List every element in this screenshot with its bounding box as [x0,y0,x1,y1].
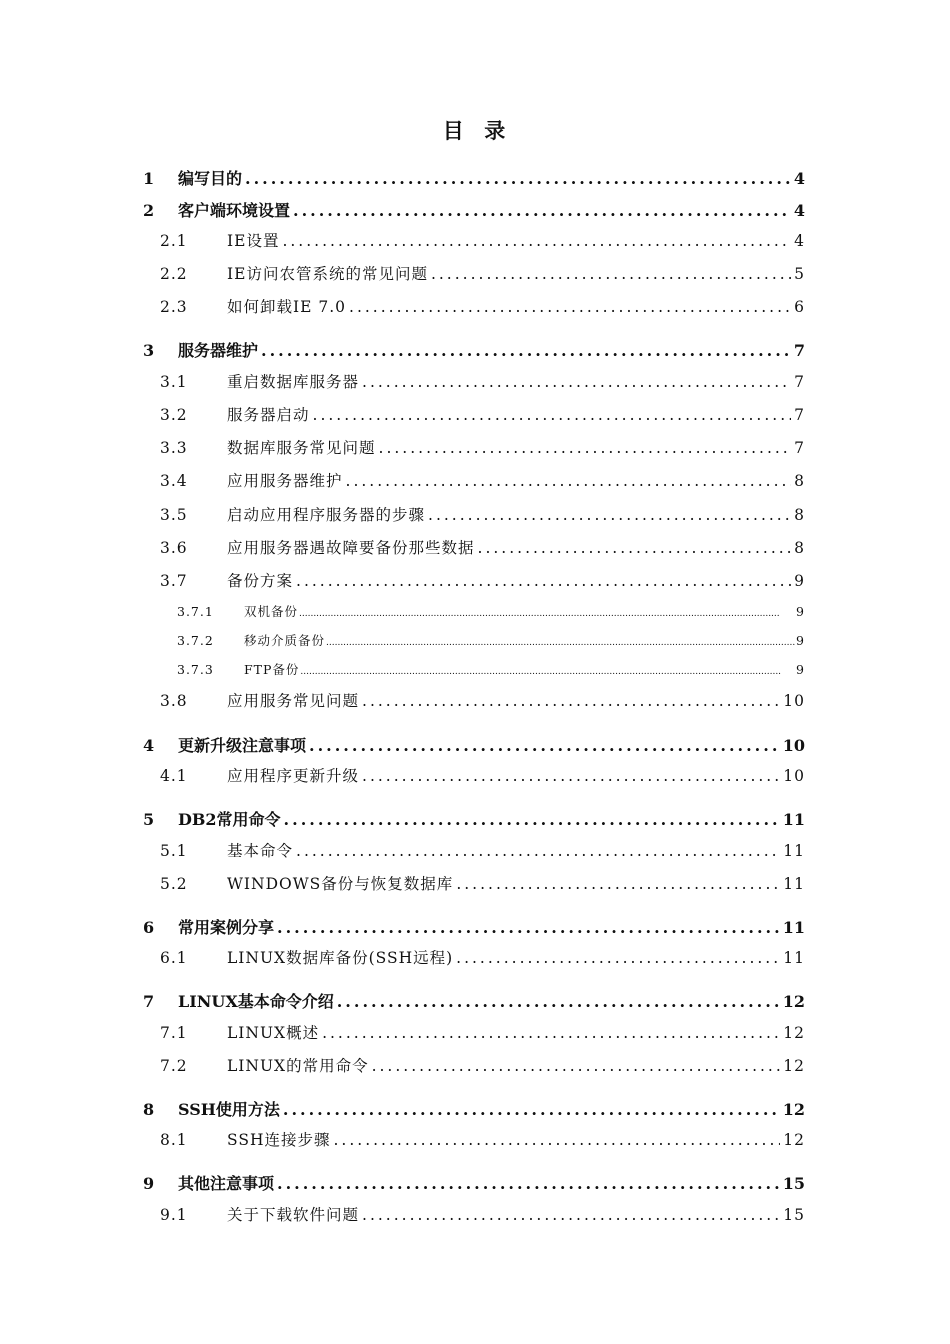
toc-leader-dots [300,667,795,677]
toc-leader-dots [379,439,792,457]
toc-entry[interactable] [160,689,805,711]
toc-entry-text: IE访问农管系统的常见问题 [227,265,428,283]
toc-entry-text: LINUX的常用命令 [227,1057,369,1075]
toc-entry-text: 启动应用程序服务器的步骤 [227,506,426,524]
toc-entry-page: 11 [783,875,805,893]
toc-entry-number: 3.3 [160,439,188,457]
toc-entry[interactable] [160,1021,805,1043]
toc-leader-dots [362,373,791,391]
toc-leader-dots [277,918,780,937]
toc-entry[interactable] [160,1203,805,1225]
toc-entry-text: 编写目的 [178,169,243,188]
toc-entry[interactable] [160,436,805,458]
toc-entry-page: 10 [783,767,805,785]
toc-entry[interactable] [143,1097,805,1120]
toc-entry-page: 7 [794,406,805,424]
toc-leader-dots [362,1206,780,1224]
toc-entry[interactable] [160,946,805,968]
toc-leader-dots [431,265,791,283]
toc-entry-number: 4.1 [160,767,188,785]
toc-entry-text: DB2常用命令 [178,810,281,829]
toc-entry-number: 7.2 [160,1057,188,1075]
toc-entry-number: 5.2 [160,875,188,893]
toc-entry-number: 2.3 [160,298,188,316]
toc-entry-text: 基本命令 [227,842,294,860]
toc-entry-page: 9 [796,633,805,648]
toc-entry-text: 应用程序更新升级 [227,767,360,785]
toc-entry[interactable] [160,1054,805,1076]
toc-entry[interactable] [143,338,805,361]
toc-entry[interactable] [177,660,805,678]
toc-entry-number: 2 [143,201,155,220]
toc-leader-dots [293,201,791,220]
toc-entry[interactable] [160,536,805,558]
toc-entry-number: 2.1 [160,232,188,250]
toc-entry-page: 9 [796,604,805,619]
toc-entry-page: 4 [793,169,805,188]
toc-entry-number: 3.6 [160,539,188,557]
toc-leader-dots [372,1057,781,1075]
toc-entry[interactable] [177,631,805,649]
toc-entry-text: 重启数据库服务器 [227,373,360,391]
toc-entry-text: 如何卸载IE 7.0 [227,298,347,316]
toc-leader-dots [362,767,780,785]
toc-entry[interactable] [160,569,805,591]
toc-entry[interactable] [160,1128,805,1150]
toc-leader-dots [322,1024,780,1042]
toc-entry-page: 12 [783,1131,805,1149]
toc-leader-dots [296,572,791,590]
toc-entry-text: LINUX基本命令介绍 [178,992,334,1011]
toc-entry-number: 7 [143,992,155,1011]
toc-entry-number: 8.1 [160,1131,188,1149]
toc-entry-page: 11 [783,949,805,967]
toc-leader-dots [428,506,791,524]
toc-entry-text: 双机备份 [244,604,299,619]
toc-entry-page: 11 [783,842,805,860]
toc-entry[interactable] [143,1171,805,1194]
toc-entry-page: 7 [793,341,805,360]
toc-entry-text: FTP备份 [244,662,300,677]
toc-entry-number: 7.1 [160,1024,188,1042]
toc-entry[interactable] [160,872,805,894]
toc-entry-text: 常用案例分享 [178,918,275,937]
toc-entry-text: 应用服务器维护 [227,472,343,490]
toc-entry[interactable] [143,989,805,1012]
toc-leader-dots [284,810,780,829]
toc-entry-text: 移动介质备份 [244,633,326,648]
toc-entry-number: 3.7.1 [177,604,214,619]
toc-entry-page: 12 [782,992,805,1011]
toc-entry-number: 3.1 [160,373,188,391]
toc-entry-number: 3.7.3 [177,662,214,677]
toc-entry-text: 其他注意事项 [178,1174,275,1193]
toc-entry-number: 2.2 [160,265,188,283]
toc-entry-text: IE设置 [227,232,280,250]
toc-entry-page: 12 [783,1057,805,1075]
toc-entry[interactable] [143,915,805,938]
toc-leader-dots [478,539,792,557]
toc-entry-page: 7 [794,373,805,391]
toc-entry-number: 9.1 [160,1206,188,1224]
toc-entry[interactable] [160,262,805,284]
toc-entry[interactable] [160,403,805,425]
toc-leader-dots [282,232,791,250]
toc-entry-number: 3.2 [160,406,188,424]
toc-entry-number: 9 [143,1174,155,1193]
toc-entry[interactable] [160,503,805,525]
toc-leader-dots [362,692,780,710]
toc-entry-number: 3.4 [160,472,188,490]
toc-leader-dots [313,406,792,424]
toc-entry[interactable] [160,469,805,491]
toc-entry-number: 3 [143,341,155,360]
toc-entry-page: 12 [783,1024,805,1042]
toc-entry-number: 6 [143,918,155,937]
toc-entry-text: 服务器启动 [227,406,310,424]
toc-entry-number: 4 [143,736,155,755]
toc-entry-page: 8 [794,506,805,524]
toc-entry-text: 备份方案 [227,572,294,590]
toc-entry[interactable] [160,295,805,317]
toc-entry-text: LINUX概述 [227,1024,320,1042]
toc-leader-dots [326,638,795,648]
toc-entry-page: 15 [783,1206,805,1224]
toc-entry-number: 3.7.2 [177,633,214,648]
toc-leader-dots [346,472,792,490]
toc-leader-dots [245,169,791,188]
toc-entry-text: 客户端环境设置 [178,201,291,220]
toc-entry-page: 4 [794,232,805,250]
toc-entry-page: 5 [794,265,805,283]
toc-leader-dots [349,298,791,316]
toc-entry-page: 10 [782,736,805,755]
toc-entry-number: 3.5 [160,506,188,524]
toc-entry-page: 10 [783,692,805,710]
toc-leader-dots [309,736,780,755]
toc-entry[interactable] [160,370,805,392]
toc-entry-text: LINUX数据库备份(SSH远程) [227,949,454,967]
toc-entry-number: 6.1 [160,949,188,967]
toc-leader-dots [456,875,780,893]
toc-entry-text: 更新升级注意事项 [178,736,307,755]
toc-entry[interactable] [143,733,805,756]
toc-leader-dots [456,949,780,967]
toc-leader-dots [277,1174,780,1193]
toc-leader-dots [296,842,780,860]
toc-entry[interactable] [143,166,805,189]
toc-entry-page: 4 [793,201,805,220]
toc-entry-text: 数据库服务常见问题 [227,439,376,457]
toc-entry-number: 1 [143,169,155,188]
toc-entry[interactable] [160,839,805,861]
toc-entry-page: 6 [794,298,805,316]
toc-entry[interactable] [177,602,805,620]
toc-entry-page: 8 [794,539,805,557]
toc-entry-text: SSH使用方法 [178,1100,280,1119]
toc-entry-page: 11 [782,918,805,937]
toc-entry-page: 7 [794,439,805,457]
toc-entry[interactable] [143,198,805,221]
toc-entry-page: 15 [782,1174,805,1193]
toc-entry-number: 3.7 [160,572,188,590]
toc-leader-dots [299,609,795,619]
toc-entry-number: 5.1 [160,842,188,860]
toc-entry-page: 9 [794,572,805,590]
toc-entry[interactable] [160,229,805,251]
toc-entry-text: 应用服务器遇故障要备份那些数据 [227,539,475,557]
toc-entry-text: WINDOWS备份与恢复数据库 [227,875,454,893]
toc-entry-number: 8 [143,1100,155,1119]
toc-leader-dots [261,341,791,360]
toc-entry-page: 9 [796,662,805,677]
toc-entry-number: 5 [143,810,155,829]
toc-leader-dots [333,1131,780,1149]
toc-entry[interactable] [160,764,805,786]
toc-entry-text: 服务器维护 [178,341,259,360]
toc-entry-text: SSH连接步骤 [227,1131,331,1149]
toc-entry-number: 3.8 [160,692,188,710]
toc-entry-page: 8 [794,472,805,490]
toc-entry-page: 11 [782,810,805,829]
toc-entry-page: 12 [782,1100,805,1119]
toc-entry-text: 关于下载软件问题 [227,1206,360,1224]
toc-entry[interactable] [143,807,805,830]
toc-leader-dots [283,1100,780,1119]
toc-entry-text: 应用服务常见问题 [227,692,360,710]
toc-title: 目 录 [442,118,508,143]
toc-leader-dots [337,992,780,1011]
